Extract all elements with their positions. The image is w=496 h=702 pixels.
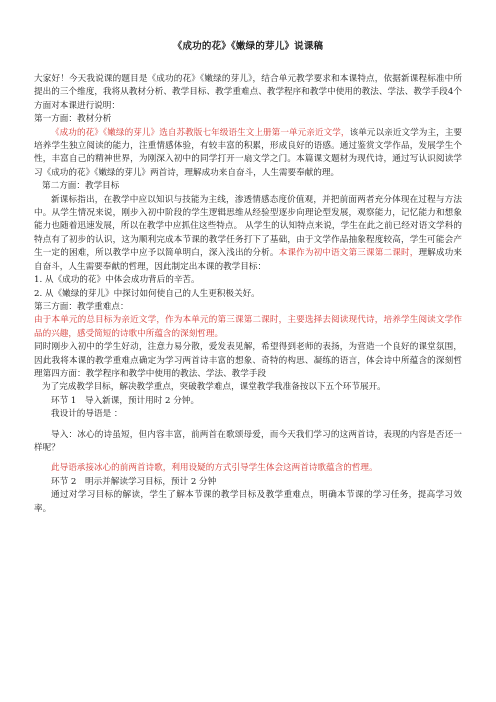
intro-paragraph: 大家好！今天我说课的题目是《成功的花》《嫩绿的芽儿》，结合单元教学要求和本课特点，依据新课程标准中所提出的三个维度，我将从教材分析、教学目标、教学重难点、教学程序和教学中使用的教法、学法、教学手段4个方面对本课进行说明： <box>34 74 462 111</box>
section2-paragraph <box>34 194 462 274</box>
section3-paragraph: 同时刚步入初中的学生好动，注意力易分散，爱发表见解，希望得到老师的表扬，为营造一个良好的课堂氛围，因此我将本课的教学重难点确定为学习两首诗丰富的想象、奇特的构思、凝练的语言，体会诗中所蕴含的深刻哲理第四方面：教学程序和教学中使用的教法、学法、教学手段 <box>34 342 462 379</box>
step2-heading: 环节 2 明示并解读学习目标，预计 2 分钟 <box>51 476 217 487</box>
section3-heading: 第三方面：教学重难点： <box>34 301 129 312</box>
page-title: 《成功的花》《嫩绿的芽儿》说课稿 <box>172 41 324 52</box>
goal-item-1: 1. 从《成功的花》中体会成功背后的辛苦。 <box>34 275 200 286</box>
section3-paragraph-2: 为了完成教学目标，解决教学重点，突破教学难点，课堂教学我准备按以下五个环节展开。 <box>42 382 386 393</box>
section2-red-mid: 本课作为初中语文第三课第二课时， <box>278 248 419 259</box>
section3-red-paragraph: 由于本单元的总目标为亲近文学，作为本单元的第三课第二课时，主要选择去阅读现代诗，培养学生阅读文学作品的兴趣，感受简短的诗歌中所蕴含的深刻哲理。 <box>34 315 462 339</box>
section1-paragraph <box>34 127 462 181</box>
step1-red-note: 此导语承接冰心的前两首诗歌，利用设疑的方式引导学生体会这两首诗歌蕴含的哲理。 <box>51 463 378 474</box>
section2-body1: 新课标指出，在教学中应以知识与技能为主线，渗透情感态度价值观，并把前面两者充分体现在过程与方法中。从学生情况来说，刚步入初中阶段的学生逻辑思维从经验型逐步向理论型发展，观察能力，记忆能力和想象能力也随着迅速发展，所以在教学中应抓住这些特点。 从学生的认知特点来说，学生在此之前已经对语文学科的特点有了初步的认识，这为顺利完成本节课的教学任务打下了基础，由于文学作品抽象程度较高，学生可能会产生一定的困难，所以教学中应予以简单明白，深入浅出的分析。 <box>34 194 462 259</box>
section1-heading: 第一方面：教材分析 <box>34 114 112 125</box>
step1-quote: 导入：冰心的诗虽短，但内容丰富，前两首在歌颂母爱，而今天我们学习的这两首诗，表现的内容是否还一样呢？ <box>34 429 462 453</box>
section1-red-lead: 《成功的花》《嫩绿的芽儿》选自苏教版七年级语生文上册第一单元亲近文学， <box>51 127 350 138</box>
section2-heading: 第二方面：教学目标 <box>42 181 120 192</box>
step2-paragraph: 通过对学习目标的解读，学生了解本节课的教学目标及教学重难点，明确本节课的学习任务，提高学习效率。 <box>34 490 462 514</box>
goal-item-2: 2. 从《嫩绿的芽儿》中探讨如何使自己的人生更积极关好。 <box>34 288 260 299</box>
step1-lead: 我设计的导语是 ： <box>51 409 123 420</box>
section1-body: 该单元以亲近文学为主，主要培养学生独立阅读的能力，注重情感体验，有较丰富的积累，形成良好的语感。通过鉴赏文学作品，发展学生个性，丰富自己的精神世界，为刚深入初中的同学打开一扇文学之门。本篇课文题材为现代诗，通过写认识阅读学习《成功的花》《嫩绿的芽儿》两首诗，理解成功来自奋斗，人生需要奉献的理。 <box>34 127 462 178</box>
step1-heading: 环节 1 导入新课，预计用时 2 分钟。 <box>51 395 200 406</box>
section2-body2: 理解成功来自奋斗，人生需要奉献的哲理，因此制定出本课的教学目标： <box>34 248 462 272</box>
